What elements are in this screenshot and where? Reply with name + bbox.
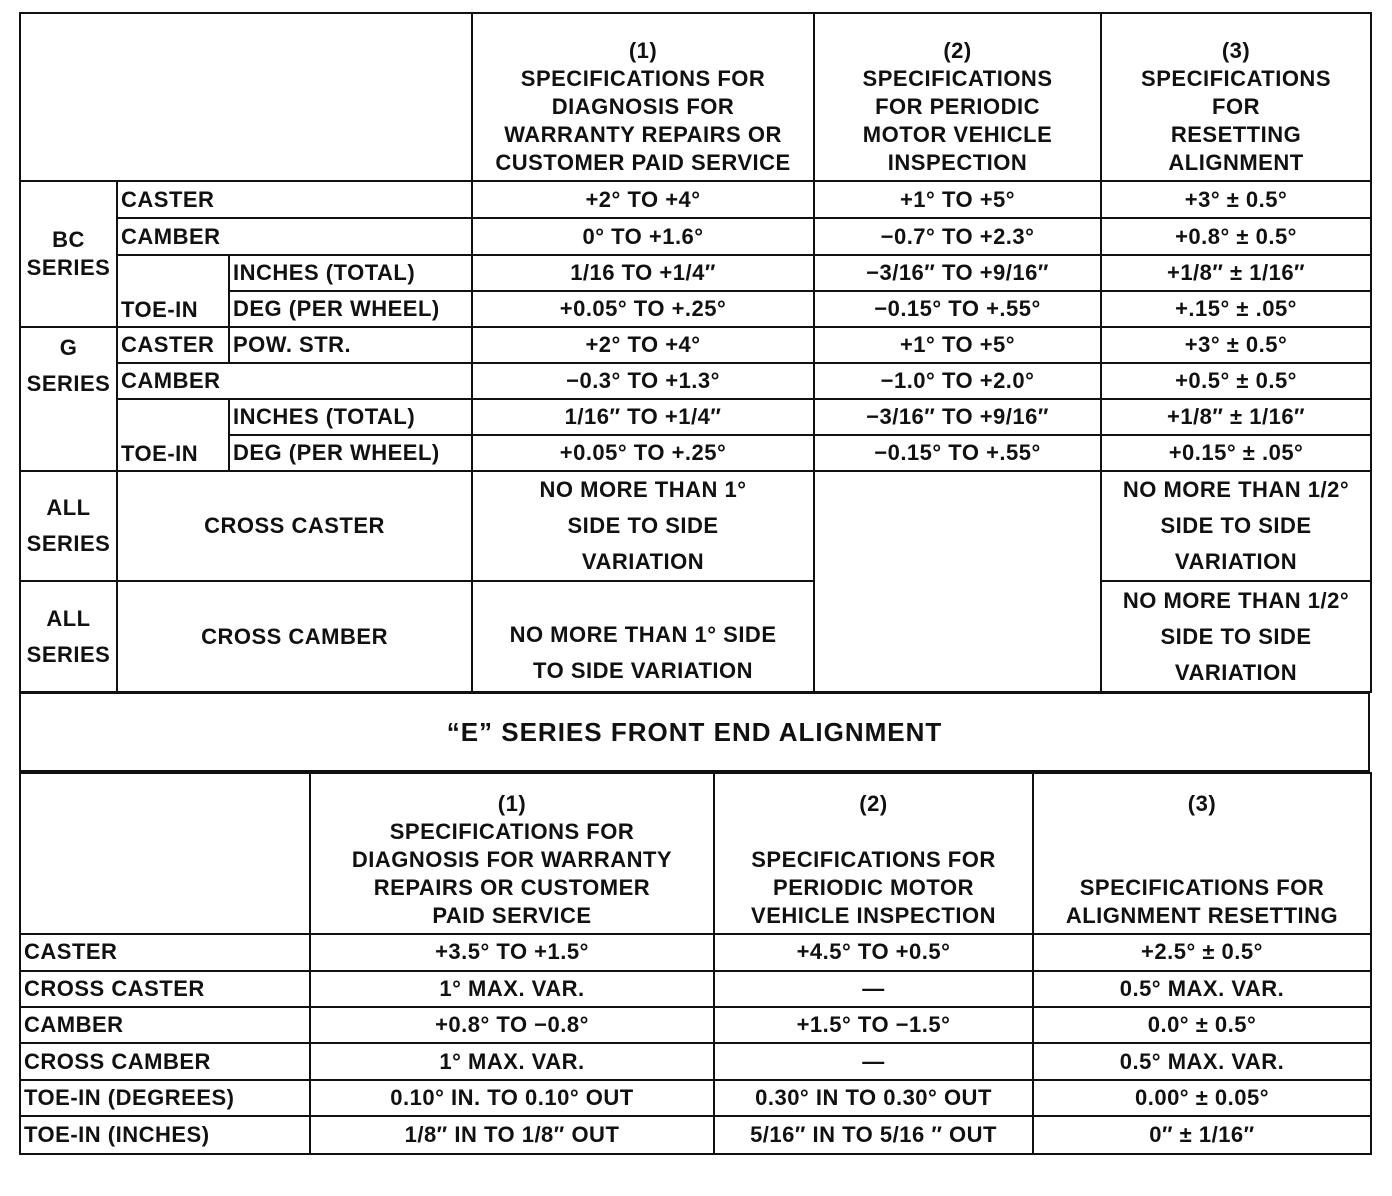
header-line: ALIGNMENT RESETTING bbox=[1065, 903, 1339, 928]
g-toe-inches-col1: 1/16″ TO +1/4″ bbox=[472, 399, 814, 435]
g-camber-col2: −1.0° TO +2.0° bbox=[814, 363, 1101, 399]
e-row-label: CROSS CASTER bbox=[20, 971, 310, 1007]
g-caster-label: CASTER bbox=[117, 327, 229, 363]
e-row-toe-inches bbox=[20, 1116, 1371, 1154]
header-col1 bbox=[472, 13, 814, 181]
cross-camber-group-label bbox=[20, 581, 117, 692]
g-camber-col3: +0.5° ± 0.5° bbox=[1101, 363, 1371, 399]
cell-line: NO MORE THAN 1° bbox=[539, 477, 747, 502]
g-camber-col1: −0.3° TO +1.3° bbox=[472, 363, 814, 399]
group-line: SERIES bbox=[26, 255, 111, 280]
g-toe-inches-label: INCHES (TOTAL) bbox=[229, 399, 472, 435]
e-cell: — bbox=[714, 971, 1033, 1007]
bc-toe-inches-label: INCHES (TOTAL) bbox=[229, 255, 472, 291]
bc-caster-col1: +2° TO +4° bbox=[472, 181, 814, 218]
cross-col2-blank bbox=[814, 471, 1101, 692]
e-cell: 1° MAX. VAR. bbox=[310, 1043, 714, 1079]
header-line: DIAGNOSIS FOR WARRANTY bbox=[351, 847, 673, 872]
header-line: PAID SERVICE bbox=[432, 903, 592, 928]
g-toe-deg-col2: −0.15° TO +.55° bbox=[814, 435, 1101, 471]
header-col2 bbox=[814, 13, 1101, 181]
e-header-blank bbox=[20, 773, 310, 934]
header-blank-cell bbox=[20, 13, 472, 181]
header-num: (2) bbox=[943, 38, 972, 63]
e-cell: 0.00° ± 0.05° bbox=[1033, 1080, 1371, 1116]
group-line: BC bbox=[52, 227, 85, 252]
header-line: VEHICLE INSPECTION bbox=[751, 903, 996, 928]
cell-line: VARIATION bbox=[581, 549, 705, 574]
e-series-title-table bbox=[19, 692, 1370, 772]
cross-camber-col3 bbox=[1101, 581, 1371, 692]
e-row-label: TOE-IN (INCHES) bbox=[20, 1116, 310, 1154]
bc-toe-inches-col1: 1/16 TO +1/4″ bbox=[472, 255, 814, 291]
e-series-title: “E” SERIES FRONT END ALIGNMENT bbox=[20, 693, 1369, 771]
cell-line: NO MORE THAN 1/2° bbox=[1122, 477, 1350, 502]
e-cell: 0.10° IN. TO 0.10° OUT bbox=[310, 1080, 714, 1116]
g-toe-inches-col2: −3/16″ TO +9/16″ bbox=[814, 399, 1101, 435]
header-line: RESETTING bbox=[1170, 122, 1302, 147]
e-header-col1 bbox=[310, 773, 714, 934]
e-row-label: CAMBER bbox=[20, 1007, 310, 1043]
bc-camber-col2: −0.7° TO +2.3° bbox=[814, 218, 1101, 255]
bc-toe-deg-col1: +0.05° TO +.25° bbox=[472, 291, 814, 327]
g-toe-deg-col3: +0.15° ± .05° bbox=[1101, 435, 1371, 471]
e-cell: 0″ ± 1/16″ bbox=[1033, 1116, 1371, 1154]
e-cell: 1/8″ IN TO 1/8″ OUT bbox=[310, 1116, 714, 1154]
cross-camber-label: CROSS CAMBER bbox=[117, 581, 472, 692]
cell-line: NO MORE THAN 1° SIDE bbox=[509, 622, 777, 647]
e-header-col3 bbox=[1033, 773, 1371, 934]
e-cell: +3.5° TO +1.5° bbox=[310, 934, 714, 971]
e-cell: — bbox=[714, 1043, 1033, 1079]
header-line: INSPECTION bbox=[887, 150, 1028, 175]
header-line: REPAIRS OR CUSTOMER bbox=[373, 875, 651, 900]
cell-line: TO SIDE VARIATION bbox=[533, 658, 754, 683]
bc-camber-col1: 0° TO +1.6° bbox=[472, 218, 814, 255]
group-line: G bbox=[59, 335, 78, 360]
e-row-label: CASTER bbox=[20, 934, 310, 971]
header-num: (2) bbox=[859, 791, 888, 816]
e-row-camber bbox=[20, 1007, 1371, 1043]
header-line: SPECIFICATIONS FOR bbox=[389, 819, 635, 844]
e-cell: +0.8° TO −0.8° bbox=[310, 1007, 714, 1043]
bc-caster-label: CASTER bbox=[117, 181, 472, 218]
cross-caster-row bbox=[20, 471, 1371, 581]
e-row-label: CROSS CAMBER bbox=[20, 1043, 310, 1079]
bc-camber-col3: +0.8° ± 0.5° bbox=[1101, 218, 1371, 255]
g-toe-inches-row bbox=[20, 399, 1371, 435]
header-line: SPECIFICATIONS FOR bbox=[520, 66, 766, 91]
cell-line: SIDE TO SIDE bbox=[567, 513, 719, 538]
bc-toe-deg-col3: +.15° ± .05° bbox=[1101, 291, 1371, 327]
bc-camber-label: CAMBER bbox=[117, 218, 472, 255]
g-camber-row bbox=[20, 363, 1371, 399]
header-line: PERIODIC MOTOR bbox=[773, 875, 974, 900]
g-toe-deg-col1: +0.05° TO +.25° bbox=[472, 435, 814, 471]
e-cell: 1° MAX. VAR. bbox=[310, 971, 714, 1007]
bc-caster-col2: +1° TO +5° bbox=[814, 181, 1101, 218]
header-row bbox=[20, 13, 1371, 181]
group-line: SERIES bbox=[26, 641, 111, 667]
cell-line: VARIATION bbox=[1174, 659, 1298, 685]
g-caster-col2: +1° TO +5° bbox=[814, 327, 1101, 363]
e-cell: 0.5° MAX. VAR. bbox=[1033, 971, 1371, 1007]
bc-toe-inches-col2: −3/16″ TO +9/16″ bbox=[814, 255, 1101, 291]
cell-line: SIDE TO SIDE bbox=[1160, 623, 1312, 649]
bc-caster-col3: +3° ± 0.5° bbox=[1101, 181, 1371, 218]
cell-line: SIDE TO SIDE bbox=[1160, 513, 1312, 538]
e-row-toe-degrees bbox=[20, 1080, 1371, 1116]
bc-toe-deg-label: DEG (PER WHEEL) bbox=[229, 291, 472, 327]
e-row-label: TOE-IN (DEGREES) bbox=[20, 1080, 310, 1116]
cross-caster-group-label bbox=[20, 471, 117, 581]
header-line: ALIGNMENT bbox=[1168, 150, 1304, 175]
e-header-row bbox=[20, 773, 1371, 934]
header-num: (3) bbox=[1221, 38, 1251, 63]
bc-camber-row bbox=[20, 218, 1371, 255]
cross-caster-col1 bbox=[472, 471, 814, 581]
e-row-cross-camber bbox=[20, 1043, 1371, 1079]
g-caster-col1: +2° TO +4° bbox=[472, 327, 814, 363]
header-line: FOR PERIODIC bbox=[875, 94, 1040, 119]
header-num: (3) bbox=[1187, 791, 1217, 816]
e-cell: +1.5° TO −1.5° bbox=[714, 1007, 1033, 1043]
g-toe-inches-col3: +1/8″ ± 1/16″ bbox=[1101, 399, 1371, 435]
e-cell: 5/16″ IN TO 5/16 ″ OUT bbox=[714, 1116, 1033, 1154]
cross-caster-label: CROSS CASTER bbox=[117, 471, 472, 581]
bc-toe-inches-col3: +1/8″ ± 1/16″ bbox=[1101, 255, 1371, 291]
bc-caster-row bbox=[20, 181, 1371, 218]
bc-toe-label: TOE-IN bbox=[117, 255, 229, 327]
header-line: CUSTOMER PAID SERVICE bbox=[495, 150, 791, 175]
group-line: SERIES bbox=[26, 531, 111, 556]
e-header-col2 bbox=[714, 773, 1033, 934]
bc-toe-deg-col2: −0.15° TO +.55° bbox=[814, 291, 1101, 327]
e-cell: 0.0° ± 0.5° bbox=[1033, 1007, 1371, 1043]
cross-caster-col3 bbox=[1101, 471, 1371, 581]
g-toe-label: TOE-IN bbox=[117, 399, 229, 471]
cross-camber-row bbox=[20, 581, 1371, 692]
e-cell: +4.5° TO +0.5° bbox=[714, 934, 1033, 971]
group-line: ALL bbox=[46, 605, 91, 631]
header-num: (1) bbox=[497, 791, 527, 816]
cell-line: VARIATION bbox=[1174, 549, 1298, 574]
main-spec-table bbox=[19, 12, 1372, 693]
g-caster-row bbox=[20, 327, 1371, 363]
g-toe-deg-label: DEG (PER WHEEL) bbox=[229, 435, 472, 471]
header-line: DIAGNOSIS FOR bbox=[551, 94, 735, 119]
e-cell: +2.5° ± 0.5° bbox=[1033, 934, 1371, 971]
cross-camber-col1 bbox=[472, 581, 814, 692]
group-line: SERIES bbox=[26, 371, 111, 396]
header-line: SPECIFICATIONS bbox=[1141, 66, 1331, 91]
header-line: SPECIFICATIONS FOR bbox=[1079, 875, 1325, 900]
bc-series-label bbox=[20, 181, 117, 327]
g-caster-sublabel: POW. STR. bbox=[229, 327, 472, 363]
header-col3 bbox=[1101, 13, 1371, 181]
e-cell: 0.30° IN TO 0.30° OUT bbox=[714, 1080, 1033, 1116]
g-series-label bbox=[20, 327, 117, 471]
cell-line: NO MORE THAN 1/2° bbox=[1122, 587, 1350, 613]
bc-toe-inches-row bbox=[20, 255, 1371, 291]
header-line: WARRANTY REPAIRS OR bbox=[504, 122, 782, 147]
header-line: MOTOR VEHICLE bbox=[862, 122, 1053, 147]
e-row-cross-caster bbox=[20, 971, 1371, 1007]
e-series-table bbox=[19, 772, 1372, 1155]
header-line: FOR bbox=[1212, 94, 1260, 119]
g-caster-col3: +3° ± 0.5° bbox=[1101, 327, 1371, 363]
header-line: SPECIFICATIONS bbox=[862, 66, 1053, 91]
header-num: (1) bbox=[628, 38, 658, 63]
header-line: SPECIFICATIONS FOR bbox=[751, 847, 996, 872]
g-camber-label: CAMBER bbox=[117, 363, 472, 399]
e-row-caster bbox=[20, 934, 1371, 971]
group-line: ALL bbox=[46, 495, 91, 520]
e-cell: 0.5° MAX. VAR. bbox=[1033, 1043, 1371, 1079]
